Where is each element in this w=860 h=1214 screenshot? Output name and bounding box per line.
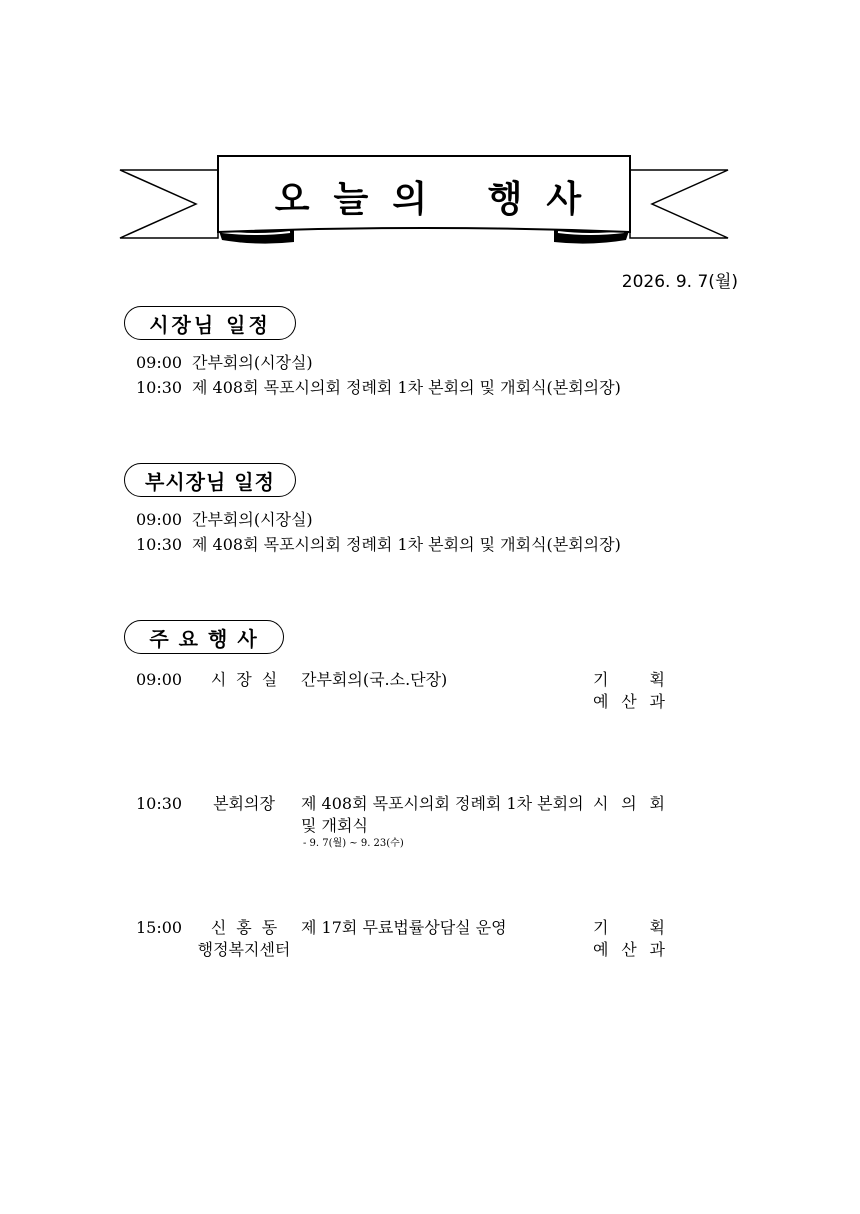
event-place xyxy=(192,669,296,691)
department-char: 기 xyxy=(593,670,609,689)
department-line xyxy=(593,939,665,961)
event-time: 09:00 xyxy=(136,670,183,689)
event-department xyxy=(593,793,665,815)
department-char: 회 xyxy=(649,794,665,813)
event-place-line: 신홍동 xyxy=(210,918,288,937)
event-description-line: 간부회의(국.소.단장) xyxy=(301,670,448,689)
schedule-text: 간부회의(시장실) xyxy=(192,353,313,372)
schedule-time: 10:30 xyxy=(136,378,183,397)
department-char: 과 xyxy=(649,692,665,711)
event-place-line: 시장실 xyxy=(210,670,288,689)
event-department xyxy=(593,669,665,713)
event-description xyxy=(301,669,586,691)
title-banner xyxy=(118,150,730,250)
department-char: 획 xyxy=(649,918,665,937)
schedule-time: 09:00 xyxy=(136,510,183,529)
department-char: 시 xyxy=(593,794,609,813)
mayor-schedule-list xyxy=(136,350,621,400)
schedule-time: 10:30 xyxy=(136,535,183,554)
vice-mayor-schedule-heading: 부시장님 일정 xyxy=(124,463,296,497)
schedule-text: 제 408회 목포시의회 정례회 1차 본회의 및 개회식(본회의장) xyxy=(192,535,621,554)
department-char: 예 xyxy=(593,940,609,959)
schedule-row xyxy=(136,375,621,400)
department-char: 산 xyxy=(621,940,637,959)
vice-mayor-schedule-list xyxy=(136,507,621,557)
department-line xyxy=(593,669,665,691)
department-char: 과 xyxy=(649,940,665,959)
department-char: 의 xyxy=(621,794,637,813)
schedule-text: 간부회의(시장실) xyxy=(192,510,313,529)
event-department xyxy=(593,917,665,961)
event-description xyxy=(301,917,586,939)
event-description xyxy=(301,793,586,851)
event-place xyxy=(192,917,296,961)
department-char: 산 xyxy=(621,692,637,711)
department-line xyxy=(593,917,665,939)
event-time: 10:30 xyxy=(136,794,183,813)
mayor-schedule-heading: 시장님 일정 xyxy=(124,306,296,340)
event-description-line: 제 408회 목포시의회 정례회 1차 본회의 xyxy=(301,794,584,813)
schedule-text: 제 408회 목포시의회 정례회 1차 본회의 및 개회식(본회의장) xyxy=(192,378,621,397)
event-place xyxy=(192,793,296,815)
schedule-row xyxy=(136,532,621,557)
page-title: 오늘의 행사 xyxy=(274,178,606,220)
department-char: 획 xyxy=(649,670,665,689)
department-line xyxy=(593,793,665,815)
schedule-row xyxy=(136,350,621,375)
event-time: 15:00 xyxy=(136,918,183,937)
department-char: 기 xyxy=(593,918,609,937)
document-date: 2026. 9. 7(월) xyxy=(621,272,738,292)
department-char: 예 xyxy=(593,692,609,711)
schedule-row xyxy=(136,507,621,532)
event-description-line: 및 개회식 xyxy=(301,816,368,835)
schedule-time: 09:00 xyxy=(136,353,183,372)
event-place-line: 본회의장 xyxy=(213,794,275,813)
event-period-note: - 9. 7(월) ~ 9. 23(수) xyxy=(303,838,404,849)
department-line xyxy=(593,691,665,713)
event-place-line: 행정복지센터 xyxy=(197,940,291,959)
event-description-line: 제 17회 무료법률상담실 운영 xyxy=(301,918,507,937)
major-events-heading: 주요행사 xyxy=(124,620,284,654)
